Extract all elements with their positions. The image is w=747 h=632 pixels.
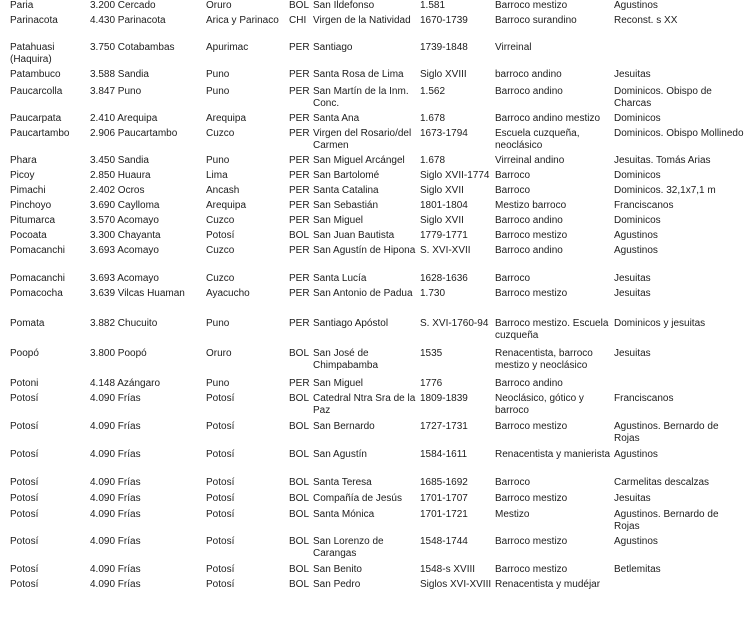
- altitude-province-cell: 2.906 Paucartambo: [90, 128, 178, 139]
- notes-cell: Agustinos: [614, 230, 658, 241]
- region-cell: Oruro: [206, 0, 232, 11]
- style-cell: Barroco mestizo: [495, 421, 568, 432]
- church-cell: San Bernardo: [313, 421, 375, 432]
- table-row: [0, 378, 747, 393]
- table-row: [0, 15, 747, 42]
- table-row: [0, 493, 747, 509]
- table-row: [0, 42, 747, 69]
- notes-cell: Agustinos. Bernardo de Rojas: [614, 421, 719, 444]
- notes-cell: Jesuitas: [614, 493, 651, 504]
- notes-cell: Reconst. s XX: [614, 15, 678, 26]
- church-cell: San Lorenzo de Carangas: [313, 536, 384, 559]
- church-cell: Virgen del Rosario/del Carmen: [313, 128, 412, 151]
- date-cell: 1685-1692: [420, 477, 468, 488]
- altitude-province-cell: 3.690 Caylloma: [90, 200, 160, 211]
- church-cell: San Antonio de Padua: [313, 288, 413, 299]
- date-cell: 1701-1721: [420, 509, 468, 520]
- date-cell: Siglo XVII: [420, 185, 464, 196]
- date-cell: 1584-1611: [420, 449, 468, 460]
- notes-cell: Agustinos: [614, 0, 658, 11]
- altitude-province-cell: 3.750 Cotabambas: [90, 42, 175, 53]
- altitude-province-cell: 4.090 Frías: [90, 449, 141, 460]
- place-cell: Potosí: [10, 421, 39, 432]
- region-cell: Puno: [206, 318, 230, 329]
- place-cell: Pomata: [10, 318, 45, 329]
- church-cell: San Juan Bautista: [313, 230, 395, 241]
- style-cell: Barroco mestizo: [495, 493, 568, 504]
- region-cell: Potosí: [206, 536, 235, 547]
- region-cell: Puno: [206, 155, 230, 166]
- region-cell: Potosí: [206, 449, 235, 460]
- style-cell: Barroco andino: [495, 215, 563, 226]
- date-cell: Siglo XVIII: [420, 69, 467, 80]
- notes-cell: Agustinos: [614, 449, 658, 460]
- style-cell: Barroco mestizo: [495, 230, 568, 241]
- church-cell: Santa Rosa de Lima: [313, 69, 404, 80]
- country-cell: PER: [289, 69, 310, 80]
- date-cell: S. XVI-XVII: [420, 245, 471, 256]
- table-row: [0, 245, 747, 273]
- style-cell: Mestizo barroco: [495, 200, 567, 211]
- style-cell: Virreinal: [495, 42, 532, 53]
- altitude-province-cell: 3.693 Acomayo: [90, 273, 159, 284]
- place-cell: Potosí: [10, 449, 39, 460]
- church-cell: San Miguel: [313, 378, 364, 389]
- country-cell: BOL: [289, 493, 310, 504]
- country-cell: BOL: [289, 536, 310, 547]
- style-cell: Barroco mestizo: [495, 536, 568, 547]
- country-cell: PER: [289, 128, 310, 139]
- place-cell: Pomacanchi: [10, 273, 66, 284]
- notes-cell: Dominicos: [614, 170, 661, 181]
- country-cell: BOL: [289, 579, 310, 590]
- style-cell: Barroco andino: [495, 378, 563, 389]
- country-cell: PER: [289, 170, 310, 181]
- altitude-province-cell: 3.693 Acomayo: [90, 245, 159, 256]
- table-row: [0, 185, 747, 200]
- church-cell: Santa Mónica: [313, 509, 375, 520]
- church-cell: Virgen de la Natividad: [313, 15, 411, 26]
- place-cell: Pinchoyo: [10, 200, 52, 211]
- region-cell: Ayacucho: [206, 288, 250, 299]
- country-cell: PER: [289, 200, 310, 211]
- date-cell: 1809-1839: [420, 393, 468, 404]
- country-cell: BOL: [289, 393, 310, 404]
- altitude-province-cell: 3.847 Puno: [90, 86, 142, 97]
- notes-cell: Agustinos: [614, 536, 658, 547]
- altitude-province-cell: 4.148 Azángaro: [90, 378, 161, 389]
- notes-cell: Jesuitas: [614, 288, 651, 299]
- style-cell: Renacentista, barroco mestizo y neoclásico: [495, 348, 593, 371]
- table-row: [0, 113, 747, 128]
- altitude-province-cell: 2.402 Ocros: [90, 185, 145, 196]
- region-cell: Potosí: [206, 564, 235, 575]
- region-cell: Ancash: [206, 185, 240, 196]
- country-cell: PER: [289, 378, 310, 389]
- date-cell: 1776: [420, 378, 443, 389]
- style-cell: Barroco andino mestizo: [495, 113, 601, 124]
- style-cell: Virreinal andino: [495, 155, 565, 166]
- style-cell: Barroco andino: [495, 245, 563, 256]
- church-cell: San Benito: [313, 564, 362, 575]
- notes-cell: Dominicos. Obispo de Charcas: [614, 86, 712, 109]
- region-cell: Oruro: [206, 348, 232, 359]
- country-cell: PER: [289, 215, 310, 226]
- place-cell: Paria: [10, 0, 34, 11]
- altitude-province-cell: 3.588 Sandia: [90, 69, 149, 80]
- style-cell: Barroco mestizo: [495, 288, 568, 299]
- church-cell: San Bartolomé: [313, 170, 380, 181]
- altitude-province-cell: 4.090 Frías: [90, 579, 141, 590]
- notes-cell: Carmelitas descalzas: [614, 477, 710, 488]
- region-cell: Cuzco: [206, 128, 235, 139]
- table-row: [0, 215, 747, 230]
- country-cell: PER: [289, 318, 310, 329]
- church-cell: San Ildefonso: [313, 0, 375, 11]
- altitude-province-cell: 4.090 Frías: [90, 493, 141, 504]
- date-cell: 1.678: [420, 155, 446, 166]
- country-cell: PER: [289, 245, 310, 256]
- church-cell: Santiago: [313, 42, 353, 53]
- table-row: [0, 421, 747, 449]
- altitude-province-cell: 4.090 Frías: [90, 536, 141, 547]
- church-cell: Santa Ana: [313, 113, 360, 124]
- date-cell: 1548-1744: [420, 536, 468, 547]
- altitude-province-cell: 3.450 Sandia: [90, 155, 149, 166]
- notes-cell: Dominicos y jesuitas: [614, 318, 706, 329]
- region-cell: Potosí: [206, 393, 235, 404]
- place-cell: Potoni: [10, 378, 39, 389]
- place-cell: Paucartambo: [10, 128, 70, 139]
- style-cell: Neoclásico, gótico y barroco: [495, 393, 584, 416]
- church-cell: Santa Lucía: [313, 273, 367, 284]
- altitude-province-cell: 4.090 Frías: [90, 477, 141, 488]
- altitude-province-cell: 3.570 Acomayo: [90, 215, 159, 226]
- country-cell: BOL: [289, 230, 310, 241]
- style-cell: Barroco: [495, 273, 531, 284]
- place-cell: Potosí: [10, 493, 39, 504]
- region-cell: Arica y Parinaco: [206, 15, 279, 26]
- country-cell: PER: [289, 113, 310, 124]
- altitude-province-cell: 3.639 Vilcas Huaman: [90, 288, 185, 299]
- notes-cell: Franciscanos: [614, 393, 674, 404]
- place-cell: Potosí: [10, 393, 39, 404]
- date-cell: 1535: [420, 348, 443, 359]
- region-cell: Potosí: [206, 579, 235, 590]
- country-cell: PER: [289, 273, 310, 284]
- country-cell: PER: [289, 42, 310, 53]
- church-cell: Santa Teresa: [313, 477, 372, 488]
- country-cell: PER: [289, 185, 310, 196]
- church-cell: San Agustín: [313, 449, 367, 460]
- region-cell: Potosí: [206, 509, 235, 520]
- church-cell: San Pedro: [313, 579, 361, 590]
- style-cell: Barroco: [495, 185, 531, 196]
- church-cell: San Miguel: [313, 215, 364, 226]
- date-cell: 1801-1804: [420, 200, 468, 211]
- table-row: [0, 393, 747, 421]
- style-cell: Barroco: [495, 170, 531, 181]
- notes-cell: Agustinos: [614, 245, 658, 256]
- style-cell: Barroco surandino: [495, 15, 577, 26]
- altitude-province-cell: 4.090 Frías: [90, 421, 141, 432]
- date-cell: 1701-1707: [420, 493, 468, 504]
- church-cell: San Agustín de Hipona: [313, 245, 416, 256]
- altitude-province-cell: 2.410 Arequipa: [90, 113, 158, 124]
- region-cell: Potosí: [206, 230, 235, 241]
- table-row: [0, 273, 747, 288]
- date-cell: 1673-1794: [420, 128, 468, 139]
- place-cell: Potosí: [10, 579, 39, 590]
- notes-cell: Jesuitas: [614, 273, 651, 284]
- country-cell: BOL: [289, 564, 310, 575]
- style-cell: Barroco: [495, 477, 531, 488]
- notes-cell: Dominicos: [614, 113, 661, 124]
- table-row: [0, 200, 747, 215]
- date-cell: 1727-1731: [420, 421, 468, 432]
- notes-cell: Jesuitas. Tomás Arias: [614, 155, 711, 166]
- date-cell: 1548-s XVIII: [420, 564, 476, 575]
- notes-cell: Dominicos. 32,1x7,1 m: [614, 185, 716, 196]
- table-row: [0, 318, 747, 348]
- table-row: [0, 477, 747, 493]
- place-cell: Picoy: [10, 170, 35, 181]
- date-cell: Siglo XVII-1774: [420, 170, 490, 181]
- date-cell: Siglo XVII: [420, 215, 464, 226]
- place-cell: Pitumarca: [10, 215, 56, 226]
- place-cell: Pomacanchi: [10, 245, 66, 256]
- style-cell: Renacentista y mudéjar: [495, 579, 601, 590]
- date-cell: 1.730: [420, 288, 446, 299]
- region-cell: Puno: [206, 378, 230, 389]
- table-row: [0, 449, 747, 477]
- church-cell: Santa Catalina: [313, 185, 379, 196]
- region-cell: Cuzco: [206, 245, 235, 256]
- style-cell: barroco andino: [495, 69, 562, 80]
- place-cell: Pomacocha: [10, 288, 63, 299]
- altitude-province-cell: 4.090 Frías: [90, 509, 141, 520]
- place-cell: Pocoata: [10, 230, 47, 241]
- date-cell: 1670-1739: [420, 15, 468, 26]
- table-row: [0, 564, 747, 579]
- place-cell: Patambuco: [10, 69, 61, 80]
- altitude-province-cell: 3.882 Chucuito: [90, 318, 158, 329]
- altitude-province-cell: 3.800 Poopó: [90, 348, 147, 359]
- notes-cell: Dominicos: [614, 215, 661, 226]
- style-cell: Barroco andino: [495, 86, 563, 97]
- country-cell: BOL: [289, 449, 310, 460]
- place-cell: Potosí: [10, 536, 39, 547]
- region-cell: Arequipa: [206, 113, 247, 124]
- place-cell: Parinacota: [10, 15, 58, 26]
- church-cell: Santiago Apóstol: [313, 318, 389, 329]
- altitude-province-cell: 3.200 Cercado: [90, 0, 156, 11]
- style-cell: Escuela cuzqueña, neoclásico: [495, 128, 580, 151]
- table-row: [0, 86, 747, 113]
- place-cell: Potosí: [10, 564, 39, 575]
- country-cell: PER: [289, 155, 310, 166]
- church-cell: San Martín de la Inm. Conc.: [313, 86, 409, 109]
- date-cell: 1628-1636: [420, 273, 468, 284]
- date-cell: 1.562: [420, 86, 446, 97]
- region-cell: Potosí: [206, 421, 235, 432]
- place-cell: Poopó: [10, 348, 39, 359]
- place-cell: Potosí: [10, 477, 39, 488]
- notes-cell: Agustinos. Bernardo de Rojas: [614, 509, 719, 532]
- table-row: [0, 230, 747, 245]
- date-cell: 1779-1771: [420, 230, 468, 241]
- region-cell: Potosí: [206, 493, 235, 504]
- place-cell: Paucarpata: [10, 113, 62, 124]
- country-cell: BOL: [289, 0, 310, 11]
- altitude-province-cell: 4.090 Frías: [90, 393, 141, 404]
- country-cell: CHI: [289, 15, 307, 26]
- region-cell: Potosí: [206, 477, 235, 488]
- country-cell: BOL: [289, 348, 310, 359]
- table-row: [0, 155, 747, 170]
- date-cell: 1739-1848: [420, 42, 468, 53]
- notes-cell: Franciscanos: [614, 200, 674, 211]
- place-cell: Pimachi: [10, 185, 46, 196]
- church-cell: Catedral Ntra Sra de la Paz: [313, 393, 416, 416]
- notes-cell: Jesuitas: [614, 348, 651, 359]
- region-cell: Arequipa: [206, 200, 247, 211]
- date-cell: S. XVI-1760-94: [420, 318, 489, 329]
- style-cell: Barroco mestizo: [495, 564, 568, 575]
- notes-cell: Jesuitas: [614, 69, 651, 80]
- country-cell: PER: [289, 288, 310, 299]
- altitude-province-cell: 4.430 Parinacota: [90, 15, 166, 26]
- altitude-province-cell: 4.090 Frías: [90, 564, 141, 575]
- style-cell: Barroco mestizo. Escuela cuzqueña: [495, 318, 609, 341]
- altitude-province-cell: 3.300 Chayanta: [90, 230, 161, 241]
- church-cell: San Sebastián: [313, 200, 379, 211]
- country-cell: PER: [289, 86, 310, 97]
- country-cell: BOL: [289, 477, 310, 488]
- table-row: [0, 0, 747, 15]
- place-cell: Patahuasi (Haquira): [10, 42, 55, 65]
- place-cell: Paucarcolla: [10, 86, 63, 97]
- place-cell: Potosí: [10, 509, 39, 520]
- place-cell: Phara: [10, 155, 37, 166]
- church-cell: San Miguel Arcángel: [313, 155, 405, 166]
- region-cell: Apurimac: [206, 42, 249, 53]
- region-cell: Lima: [206, 170, 228, 181]
- table-row: [0, 536, 747, 564]
- table-row: [0, 579, 747, 594]
- country-cell: BOL: [289, 509, 310, 520]
- style-cell: Barroco mestizo: [495, 0, 568, 11]
- notes-cell: Betlemitas: [614, 564, 661, 575]
- church-cell: San José de Chimpabamba: [313, 348, 379, 371]
- table-row: [0, 170, 747, 185]
- date-cell: Siglos XVI-XVIII: [420, 579, 492, 590]
- notes-cell: Dominicos. Obispo Mollinedo: [614, 128, 744, 139]
- region-cell: Cuzco: [206, 273, 235, 284]
- table-row: [0, 348, 747, 378]
- table-row: [0, 128, 747, 155]
- table-row: [0, 509, 747, 536]
- table-row: [0, 69, 747, 86]
- altitude-province-cell: 2.850 Huaura: [90, 170, 151, 181]
- country-cell: BOL: [289, 421, 310, 432]
- table-row: [0, 288, 747, 318]
- region-cell: Cuzco: [206, 215, 235, 226]
- region-cell: Puno: [206, 86, 230, 97]
- region-cell: Puno: [206, 69, 230, 80]
- church-cell: Compañía de Jesús: [313, 493, 402, 504]
- date-cell: 1.581: [420, 0, 446, 11]
- style-cell: Mestizo: [495, 509, 530, 520]
- style-cell: Renacentista y manierista: [495, 449, 611, 460]
- date-cell: 1.678: [420, 113, 446, 124]
